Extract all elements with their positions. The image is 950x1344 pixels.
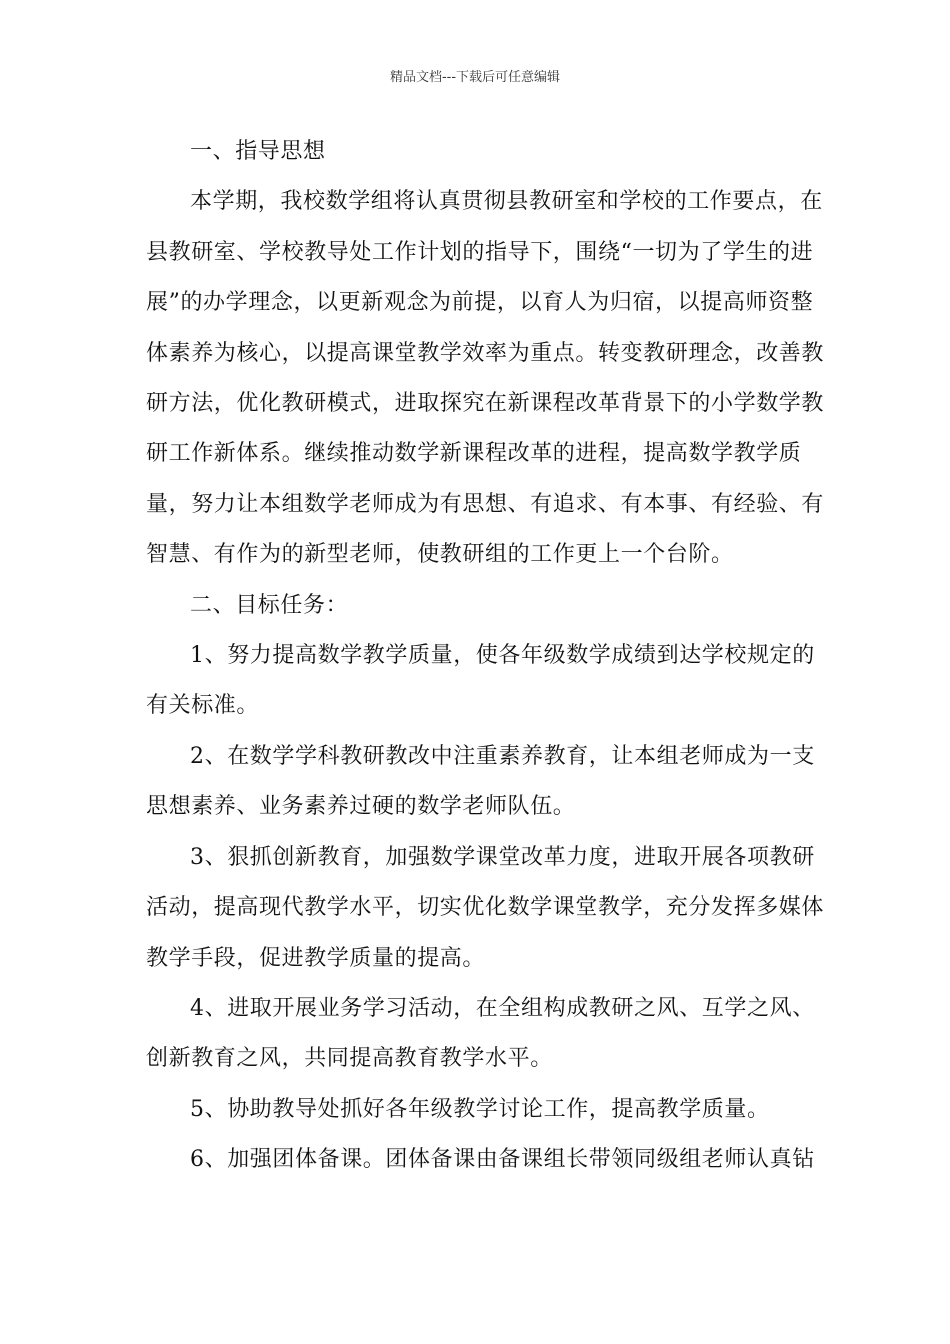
section-heading-goals-tasks: 二、目标任务： [190,592,349,618]
list-item-goal-2: 2、在数学学科教研教改中注重素养教育，让本组老师成为一支思想素养、业务素养过硬的数学老师队伍。 [146,743,815,820]
list-item-goal-6: 6、加强团体备课。团体备课由备课组长带领同级组老师认真钻 [190,1147,815,1173]
paragraph-guiding-ideology: 本学期，我校数学组将认真贯彻县教研室和学校的工作要点，在县教研室、学校教导处工作计划的指导下，围绕“一切为了学生的进展”的办学理念，以更新观念为前提，以育人为归宿，以提高师资整体素养为核心，以提高课堂教学效率为重点。转变教研理念，改善教研方法，优化教研模式，进取探究在新课程改革背景下的小学数学教研工作新体系。继续推动数学新课程改革的进程，提高数学教学质量，努力让本组数学老师成为有思想、有追求、有本事、有经验、有智慧、有作为的新型老师，使教研组的工作更上一个台阶。 [146,189,825,568]
document-body [146,127,826,1186]
list-item-goal-4: 4、进取开展业务学习活动，在全组构成教研之风、互学之风、创新教育之风，共同提高教育教学水平。 [146,995,815,1072]
list-item-goal-1: 1、努力提高数学教学质量，使各年级数学成绩到达学校规定的有关标准。 [146,643,815,719]
page-header: 精品文档---下载后可任意编辑 [389,70,561,85]
section-heading-guiding-ideology: 一、指导思想 [190,139,326,164]
list-item-goal-5: 5、协助教导处抓好各年级教学讨论工作，提高教学质量。 [190,1096,770,1122]
list-item-goal-3: 3、狠抓创新教育，加强数学课堂改革力度，进取开展各项教研活动，提高现代教学水平，切实优化数学课堂教学，充分发挥多媒体教学手段，促进教学质量的提高。 [146,844,825,971]
